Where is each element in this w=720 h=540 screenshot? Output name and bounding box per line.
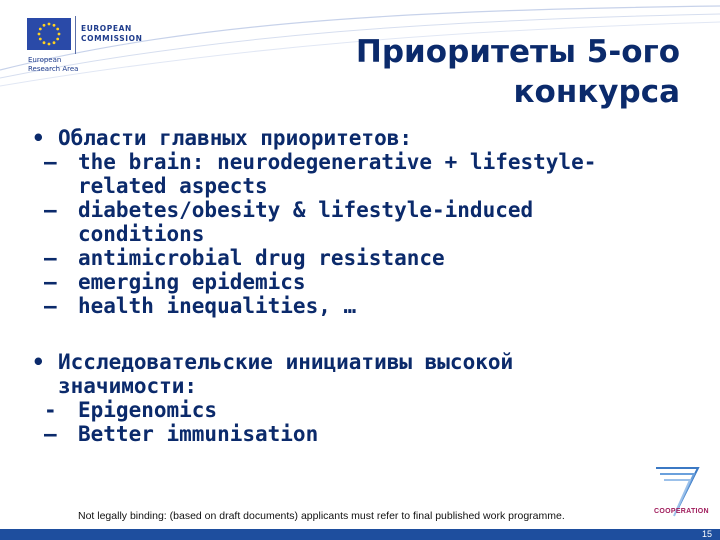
dash-marker: – [44, 294, 57, 318]
slide-title-line1: Приоритеты 5-ого [355, 34, 680, 70]
logo-separator [75, 16, 76, 54]
sub-item [32, 246, 672, 270]
slide-title [260, 32, 680, 112]
sub-item-line: Epigenomics [78, 398, 218, 422]
logo-text-european: EUROPEAN [81, 24, 132, 33]
footer-bar [0, 529, 720, 540]
fp7-cooperation-label: COOPERATION [654, 508, 709, 515]
sub-item-line: the brain: neurodegenerative + lifestyle- [78, 150, 597, 174]
slide-title-line2: конкурса [513, 74, 680, 110]
european-commission-logo [27, 16, 177, 74]
bullet-heading: Области главных приоритетов: [58, 126, 413, 150]
sub-item-line: diabetes/obesity & lifestyle-induced [78, 198, 534, 222]
sub-item-line: related aspects [78, 174, 268, 198]
disclaimer-note: Not legally binding: (based on draft documents) applicants must refer to final published work programme. [78, 510, 565, 522]
dash-marker: – [44, 198, 57, 222]
logo-text-commission: COMMISSION [81, 34, 143, 43]
dash-marker: – [44, 150, 57, 174]
sub-item-line: health inequalities, … [78, 294, 357, 318]
dash-marker: – [44, 246, 57, 270]
bullet-research-initiatives [32, 350, 672, 398]
sub-item [32, 270, 672, 294]
dash-marker: - [44, 398, 57, 422]
sub-item [32, 150, 672, 198]
sub-item [32, 398, 672, 422]
bullet-dot: • [32, 350, 45, 374]
bullet-priority-areas [32, 126, 672, 150]
era-text-line1: European [28, 56, 62, 64]
bullet-heading-line: Исследовательские инициативы высокой [58, 350, 514, 374]
sub-item-line: conditions [78, 222, 205, 246]
sub-item-line: Better immunisation [78, 422, 319, 446]
dash-marker: – [44, 270, 57, 294]
sub-item-line: emerging epidemics [78, 270, 306, 294]
sub-item [32, 422, 672, 446]
slide-content [32, 126, 672, 446]
page-number: 15 [701, 529, 712, 539]
sub-item-line: antimicrobial drug resistance [78, 246, 445, 270]
bullet-dot: • [32, 126, 45, 150]
sub-item [32, 294, 672, 318]
sub-item [32, 198, 672, 246]
era-text-line2: Research Area [28, 65, 79, 73]
bullet-heading-line: значимости: [58, 374, 198, 398]
eu-flag-icon [27, 18, 71, 50]
section-spacer [32, 318, 672, 350]
dash-marker: – [44, 422, 57, 446]
